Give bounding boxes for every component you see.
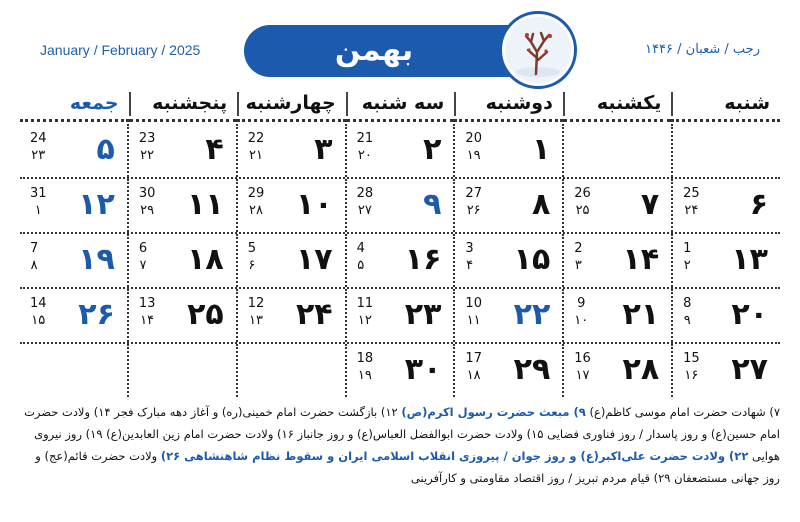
secondary-dates	[465, 240, 473, 274]
hijri-day: ۱۹	[357, 368, 372, 383]
secondary-dates	[248, 185, 265, 219]
day-cell[interactable]	[345, 124, 454, 177]
secondary-dates	[30, 130, 47, 164]
empty-day-cell	[562, 124, 671, 177]
hijri-day: ۱۰	[574, 313, 589, 328]
day-cell[interactable]	[345, 344, 454, 397]
day-cell[interactable]	[236, 289, 345, 342]
holiday-event-text: ۲۲) ولادت حضرت علی‌اکبر(ع) و روز جوان / پیروزی انقلاب اسلامی ایران و سقوط نظام شاهنشاهی ۲۶)	[160, 449, 749, 463]
secondary-dates	[683, 295, 691, 329]
hijri-day: ۱۵	[31, 313, 46, 328]
secondary-dates	[574, 350, 591, 384]
gregorian-day: 4	[356, 241, 365, 256]
week-row	[20, 344, 780, 397]
persian-day-number: ۲۶	[78, 297, 115, 332]
day-cell[interactable]	[671, 344, 780, 397]
hijri-day: ۲۸	[248, 203, 263, 218]
persian-day-number: ۱۶	[404, 242, 442, 277]
hijri-day: ۱۹	[466, 148, 481, 163]
hijri-day: ۲۱	[248, 148, 263, 163]
hijri-day: ۶	[248, 258, 256, 273]
persian-day-number: ۳۰	[404, 352, 442, 387]
day-cell[interactable]	[453, 289, 562, 342]
holiday-event-text: ۹) مبعث حضرت رسول اکرم(ص)	[401, 405, 586, 419]
gregorian-day: 29	[247, 186, 265, 201]
secondary-dates	[357, 130, 374, 164]
persian-day-number: ۳	[314, 132, 333, 167]
persian-day-number: ۲۲	[513, 297, 551, 332]
hijri-day: ۸	[30, 258, 38, 273]
persian-day-number: ۱۱	[187, 187, 224, 222]
persian-day-number: ۵	[96, 132, 115, 167]
day-cell[interactable]	[127, 289, 236, 342]
secondary-dates	[465, 130, 482, 164]
day-cell[interactable]	[562, 344, 671, 397]
secondary-dates	[574, 185, 591, 219]
secondary-dates	[30, 240, 38, 274]
hijri-day: ۹	[683, 313, 691, 328]
events-list	[20, 401, 780, 489]
secondary-dates	[683, 185, 700, 219]
day-cell[interactable]	[236, 179, 345, 232]
event-text: ولادت حضرت قائم(عج) و روز جهانی مستضعفان ۲۹) قیام مردم تبریز / روز اقتصاد مقاومتی و کارآفرینی	[35, 449, 780, 485]
persian-day-number: ۱۲	[78, 187, 115, 222]
weekday-saturday: شنبه	[671, 88, 780, 122]
secondary-dates	[139, 295, 156, 329]
day-cell[interactable]	[127, 234, 236, 287]
week-row	[20, 179, 780, 234]
secondary-dates	[683, 240, 691, 274]
weekday-header-row	[20, 88, 780, 122]
gregorian-day: 22	[247, 131, 265, 146]
secondary-dates	[30, 295, 47, 329]
day-cell[interactable]	[671, 234, 780, 287]
persian-day-number: ۱۵	[513, 242, 551, 277]
gregorian-day: 3	[465, 241, 474, 256]
day-cell[interactable]	[562, 179, 671, 232]
hijri-day: ۱۴	[140, 313, 155, 328]
secondary-dates	[574, 240, 582, 274]
gregorian-day: 10	[465, 296, 482, 311]
calendar-header	[0, 0, 800, 86]
gregorian-day: 5	[247, 241, 256, 256]
hijri-day: ۱۱	[466, 313, 481, 328]
persian-day-number: ۱۷	[295, 242, 333, 277]
persian-day-number: ۹	[423, 187, 442, 222]
day-cell[interactable]	[127, 179, 236, 232]
hijri-day: ۲۰	[357, 148, 372, 163]
persian-day-number: ۲۱	[622, 297, 660, 332]
secondary-dates	[248, 295, 265, 329]
persian-day-number: ۱۰	[295, 187, 333, 222]
day-cell[interactable]	[20, 234, 127, 287]
weekday-thursday: پنجشنبه	[129, 88, 238, 122]
hijri-day: ۲۵	[575, 203, 590, 218]
event-text: ۱۲) بازگشت حضرت امام خمینی(ره) و آغاز دهه مبارک فجر ۱۴) ولادت حضرت امام حسین(ع) و روز پاسدار / روز فناوری فضایی ۱۵) ولادت حضرت ابوالفضل العباس(ع) و روز جانباز ۱۶) ولادت حضرت امام زین العابدین(ع) ۱۹) روز نیروی هوایی	[24, 405, 780, 463]
week-row	[20, 289, 780, 344]
hijri-day: ۳	[574, 258, 582, 273]
persian-day-number: ۲۸	[622, 352, 660, 387]
weekday-tuesday: سه شنبه	[346, 88, 455, 122]
gregorian-day: 12	[247, 296, 265, 311]
secondary-dates	[357, 240, 365, 274]
secondary-dates	[465, 295, 482, 329]
weekday-wednesday: چهارشنبه	[237, 88, 346, 122]
day-cell[interactable]	[671, 289, 780, 342]
persian-day-number: ۲۰	[731, 297, 768, 332]
empty-day-cell	[236, 344, 345, 397]
hijri-day: ۱۲	[357, 313, 372, 328]
gregorian-day: 8	[683, 296, 692, 311]
hijri-day: ۱۶	[684, 368, 699, 383]
empty-day-cell	[671, 124, 780, 177]
persian-day-number: ۶	[749, 187, 768, 222]
empty-day-cell	[20, 344, 127, 397]
hijri-day: ۱۳	[248, 313, 263, 328]
persian-day-number: ۲۹	[513, 352, 551, 387]
hijri-day: ۲۶	[466, 203, 481, 218]
hijri-day: ۵	[357, 258, 365, 273]
calendar-grid	[20, 124, 780, 390]
day-cell[interactable]	[671, 179, 780, 232]
gregorian-day: 27	[465, 186, 482, 201]
persian-day-number: ۱۳	[731, 242, 768, 277]
hijri-day: ۲	[683, 258, 691, 273]
month-title: بهمن	[334, 33, 414, 68]
secondary-dates	[357, 185, 374, 219]
secondary-dates	[30, 185, 47, 219]
gregorian-day: 17	[465, 351, 482, 366]
gregorian-day: 1	[683, 241, 692, 256]
gregorian-day: 9	[577, 296, 586, 311]
persian-day-number: ۲۳	[404, 297, 442, 332]
secondary-dates	[465, 185, 482, 219]
day-cell[interactable]	[236, 124, 345, 177]
gregorian-day: 20	[465, 131, 482, 146]
hijri-day: ۲۳	[31, 148, 46, 163]
persian-day-number: ۴	[205, 132, 224, 167]
persian-day-number: ۷	[640, 187, 660, 222]
secondary-dates	[139, 130, 156, 164]
winter-tree-icon	[499, 11, 577, 89]
hijri-day: ۲۹	[140, 203, 155, 218]
persian-day-number: ۲۷	[731, 352, 768, 387]
gregorian-day: 30	[138, 186, 156, 201]
day-cell[interactable]	[562, 234, 671, 287]
hijri-day: ۷	[139, 258, 147, 273]
secondary-dates	[574, 295, 588, 329]
gregorian-day: 26	[574, 186, 591, 201]
day-cell[interactable]	[345, 289, 454, 342]
persian-day-number: ۱۹	[78, 242, 115, 277]
day-cell[interactable]	[453, 124, 562, 177]
gregorian-day: 28	[356, 186, 374, 201]
day-cell[interactable]	[453, 179, 562, 232]
day-cell[interactable]	[345, 234, 454, 287]
weekday-monday: دوشنبه	[454, 88, 563, 122]
secondary-dates	[683, 350, 700, 384]
empty-day-cell	[127, 344, 236, 397]
hijri-day: ۲۲	[140, 148, 155, 163]
week-row	[20, 124, 780, 179]
secondary-dates	[248, 240, 256, 274]
day-cell[interactable]	[20, 289, 127, 342]
gregorian-day: 18	[356, 351, 374, 366]
hijri-day: ۱۸	[466, 368, 481, 383]
gregorian-day: 16	[574, 351, 591, 366]
persian-day-number: ۱۸	[187, 242, 224, 277]
day-cell[interactable]	[20, 179, 127, 232]
day-cell[interactable]	[453, 344, 562, 397]
weekday-friday: جمعه	[20, 88, 129, 122]
persian-day-number: ۲۵	[187, 297, 224, 332]
hijri-months: رجب / شعبان / ۱۴۴۶	[645, 42, 760, 57]
day-cell[interactable]	[20, 124, 127, 177]
weekday-sunday: یکشنبه	[563, 88, 672, 122]
gregorian-day: 14	[29, 296, 47, 311]
day-cell[interactable]	[453, 234, 562, 287]
hijri-day: ۱	[34, 203, 42, 218]
day-cell[interactable]	[562, 289, 671, 342]
gregorian-day: 11	[356, 296, 374, 311]
hijri-day: ۲۴	[684, 203, 699, 218]
persian-day-number: ۸	[531, 187, 551, 222]
day-cell[interactable]	[236, 234, 345, 287]
persian-day-number: ۱	[531, 132, 551, 167]
gregorian-day: 2	[574, 241, 583, 256]
secondary-dates	[465, 350, 482, 384]
gregorian-day: 7	[29, 241, 39, 256]
gregorian-day: 15	[683, 351, 700, 366]
hijri-day: ۲۷	[357, 203, 372, 218]
event-text: ۷) شهادت حضرت امام موسی کاظم(ع)	[585, 405, 780, 419]
gregorian-day: 25	[683, 186, 700, 201]
secondary-dates	[357, 295, 374, 329]
gregorian-day: 31	[29, 186, 47, 201]
hijri-day: ۴	[466, 258, 474, 273]
secondary-dates	[248, 130, 265, 164]
gregorian-day: 23	[138, 131, 156, 146]
hijri-day: ۱۷	[575, 368, 590, 383]
gregorian-day: 24	[29, 131, 47, 146]
secondary-dates	[139, 185, 156, 219]
persian-day-number: ۲	[423, 132, 442, 167]
gregorian-day: 6	[138, 241, 148, 256]
day-cell[interactable]	[127, 124, 236, 177]
persian-day-number: ۲۴	[295, 297, 333, 332]
secondary-dates	[357, 350, 374, 384]
week-row	[20, 234, 780, 289]
day-cell[interactable]	[345, 179, 454, 232]
secondary-dates	[139, 240, 147, 274]
gregorian-day: 13	[138, 296, 156, 311]
month-title-banner	[244, 25, 550, 77]
gregorian-day: 21	[356, 131, 374, 146]
persian-day-number: ۱۴	[622, 242, 660, 277]
gregorian-months: January / February / 2025	[40, 42, 201, 58]
